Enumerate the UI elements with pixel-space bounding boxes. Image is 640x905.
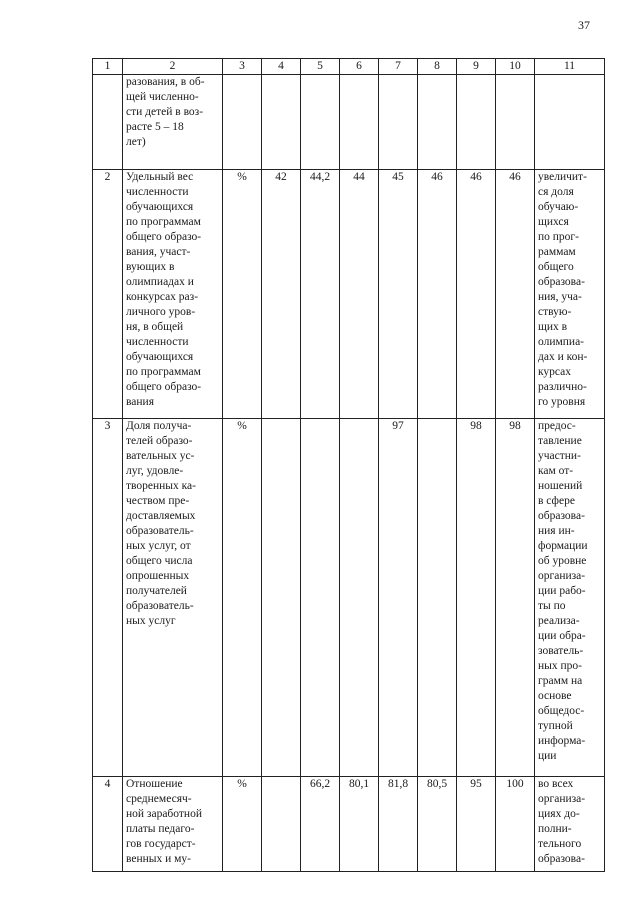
indicator-name: разования, в об- щей численно- сти детей в воз- расте 5 – 18 лет) (123, 75, 223, 170)
value-cell: 46 (496, 170, 535, 419)
table-header-row (93, 59, 605, 75)
row-number: 4 (93, 777, 123, 872)
header-cell: 2 (123, 59, 223, 75)
value-cell: 45 (379, 170, 418, 419)
value-cell (340, 419, 379, 777)
value-cell: 80,1 (340, 777, 379, 872)
value-cell: 46 (418, 170, 457, 419)
value-cell (262, 75, 301, 170)
header-cell: 1 (93, 59, 123, 75)
value-cell (301, 75, 340, 170)
value-cell (496, 75, 535, 170)
header-cell: 11 (535, 59, 605, 75)
expected-result: увеличит- ся доля обучаю- щихся по прог- раммам общего образова- ния, уча- ствую- щих в олимпиа- дах и кон- курсах различно- го уровня (535, 170, 605, 419)
indicators-table (92, 58, 605, 872)
row-number: 2 (93, 170, 123, 419)
value-cell: 42 (262, 170, 301, 419)
value-cell: 66,2 (301, 777, 340, 872)
value-cell (262, 777, 301, 872)
expected-result: во всех организа- циях до- полни- тельного образова- (535, 777, 605, 872)
header-cell: 3 (223, 59, 262, 75)
unit-cell: % (223, 419, 262, 777)
header-cell: 7 (379, 59, 418, 75)
value-cell (379, 75, 418, 170)
value-cell: 97 (379, 419, 418, 777)
header-cell: 6 (340, 59, 379, 75)
table-row (93, 75, 605, 170)
value-cell: 81,8 (379, 777, 418, 872)
row-number: 3 (93, 419, 123, 777)
expected-result (535, 75, 605, 170)
table-row (93, 777, 605, 872)
value-cell: 46 (457, 170, 496, 419)
value-cell (262, 419, 301, 777)
indicator-name: Отношение среднемесяч- ной заработной платы педаго- гов государст- венных и му- (123, 777, 223, 872)
unit-cell: % (223, 170, 262, 419)
header-cell: 4 (262, 59, 301, 75)
page-number: 37 (578, 18, 590, 32)
indicator-name: Доля получа- телей образо- вательных ус- луг, удовле- творенных ка- чеством пре- доставляемых образователь- ных услуг, от общего числа опрошенных получателей образователь- ных услуг (123, 419, 223, 777)
value-cell (340, 75, 379, 170)
value-cell: 98 (496, 419, 535, 777)
unit-cell: % (223, 777, 262, 872)
value-cell: 44,2 (301, 170, 340, 419)
unit-cell (223, 75, 262, 170)
value-cell: 100 (496, 777, 535, 872)
header-cell: 5 (301, 59, 340, 75)
table-row (93, 170, 605, 419)
value-cell: 98 (457, 419, 496, 777)
row-number (93, 75, 123, 170)
header-cell: 9 (457, 59, 496, 75)
header-cell: 10 (496, 59, 535, 75)
value-cell (457, 75, 496, 170)
value-cell: 95 (457, 777, 496, 872)
expected-result: предос- тавление участни- кам от- ношений в сфере образова- ния ин- формации об уровне организа- ции рабо- ты по реализа- ции обра- зователь- ных про- грамм на основе общедос- тупной информа- ции (535, 419, 605, 777)
indicator-name: Удельный вес численности обучающихся по программам общего образо- вания, участ- вующих в олимпиадах и конкурсах раз- личного уров- ня, в общей численности обучающихся по программам общего образо- вания (123, 170, 223, 419)
header-cell: 8 (418, 59, 457, 75)
table-row (93, 419, 605, 777)
value-cell: 80,5 (418, 777, 457, 872)
value-cell (418, 419, 457, 777)
value-cell: 44 (340, 170, 379, 419)
value-cell (301, 419, 340, 777)
value-cell (418, 75, 457, 170)
